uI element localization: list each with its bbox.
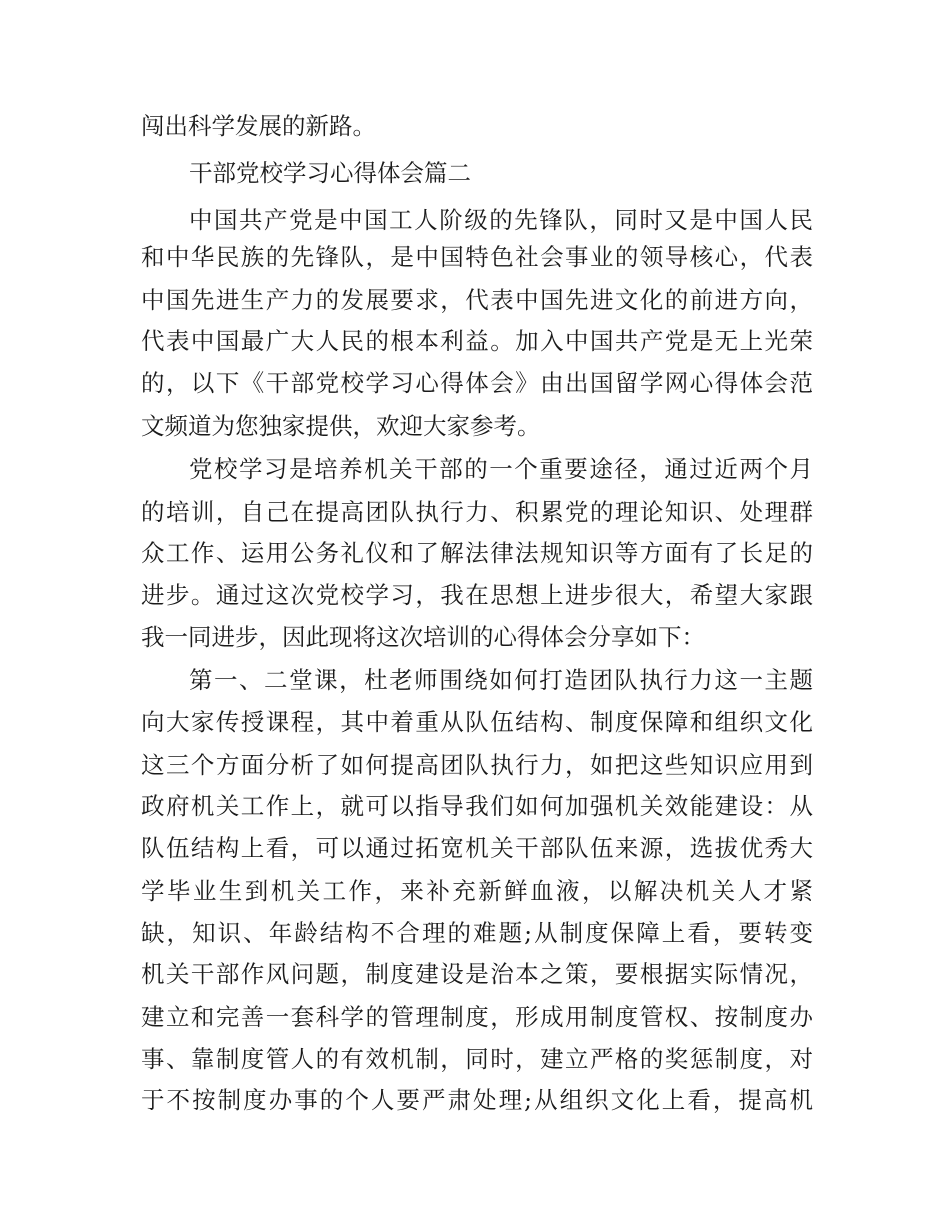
text-line: 这三个方面分析了如何提高团队执行力，如把这些知识应用到 [141, 751, 813, 779]
text-line: 队伍结构上看，可以通过拓宽机关干部队伍来源，选拔优秀大 [141, 834, 813, 862]
text-line: 中国共产党是中国工人阶级的先锋队，同时又是中国人民 [189, 206, 813, 234]
text-line: 第一、二堂课，杜老师围绕如何打造团队执行力这一主题 [189, 666, 813, 694]
text-line: 向大家传授课程，其中着重从队伍结构、制度保障和组织文化 [141, 708, 813, 736]
text-line: 于不按制度办事的个人要严肃处理;从组织文化上看，提高机 [141, 1086, 813, 1114]
text-line: 中国先进生产力的发展要求，代表中国先进文化的前进方向， [141, 286, 813, 314]
text-line: 和中华民族的先锋队，是中国特色社会事业的领导核心，代表 [141, 243, 813, 271]
text-line: 众工作、运用公务礼仪和了解法律法规知识等方面有了长足的 [141, 539, 813, 567]
text-line: 代表中国最广大人民的根本利益。加入中国共产党是无上光荣 [141, 327, 813, 355]
text-line: 学毕业生到机关工作，来补充新鲜血液，以解决机关人才紧 [141, 877, 813, 905]
text-line: 党校学习是培养机关干部的一个重要途径，通过近两个月 [189, 455, 813, 483]
text-line: 的培训，自己在提高团队执行力、积累党的理论知识、处理群 [141, 498, 813, 526]
text-line: 建立和完善一套科学的管理制度，形成用制度管权、按制度办 [141, 1003, 813, 1031]
text-line: 政府机关工作上，就可以指导我们如何加强机关效能建设：从 [141, 792, 813, 820]
text-line: 闯出科学发展的新路。 [141, 112, 376, 140]
text-line: 进步。通过这次党校学习，我在思想上进步很大，希望大家跟 [141, 581, 813, 609]
text-line: 我一同进步，因此现将这次培训的心得体会分享如下： [141, 623, 705, 651]
text-line: 机关干部作风问题，制度建设是治本之策，要根据实际情况， [141, 960, 813, 988]
text-line: 事、靠制度管人的有效机制，同时，建立严格的奖惩制度，对 [141, 1045, 813, 1073]
text-line: 缺，知识、年龄结构不合理的难题;从制度保障上看，要转变 [141, 919, 813, 947]
text-line: 的，以下《干部党校学习心得体会》由出国留学网心得体会范 [141, 369, 813, 397]
section-heading: 干部党校学习心得体会篇二 [189, 159, 471, 187]
text-line: 文频道为您独家提供，欢迎大家参考。 [141, 412, 541, 440]
